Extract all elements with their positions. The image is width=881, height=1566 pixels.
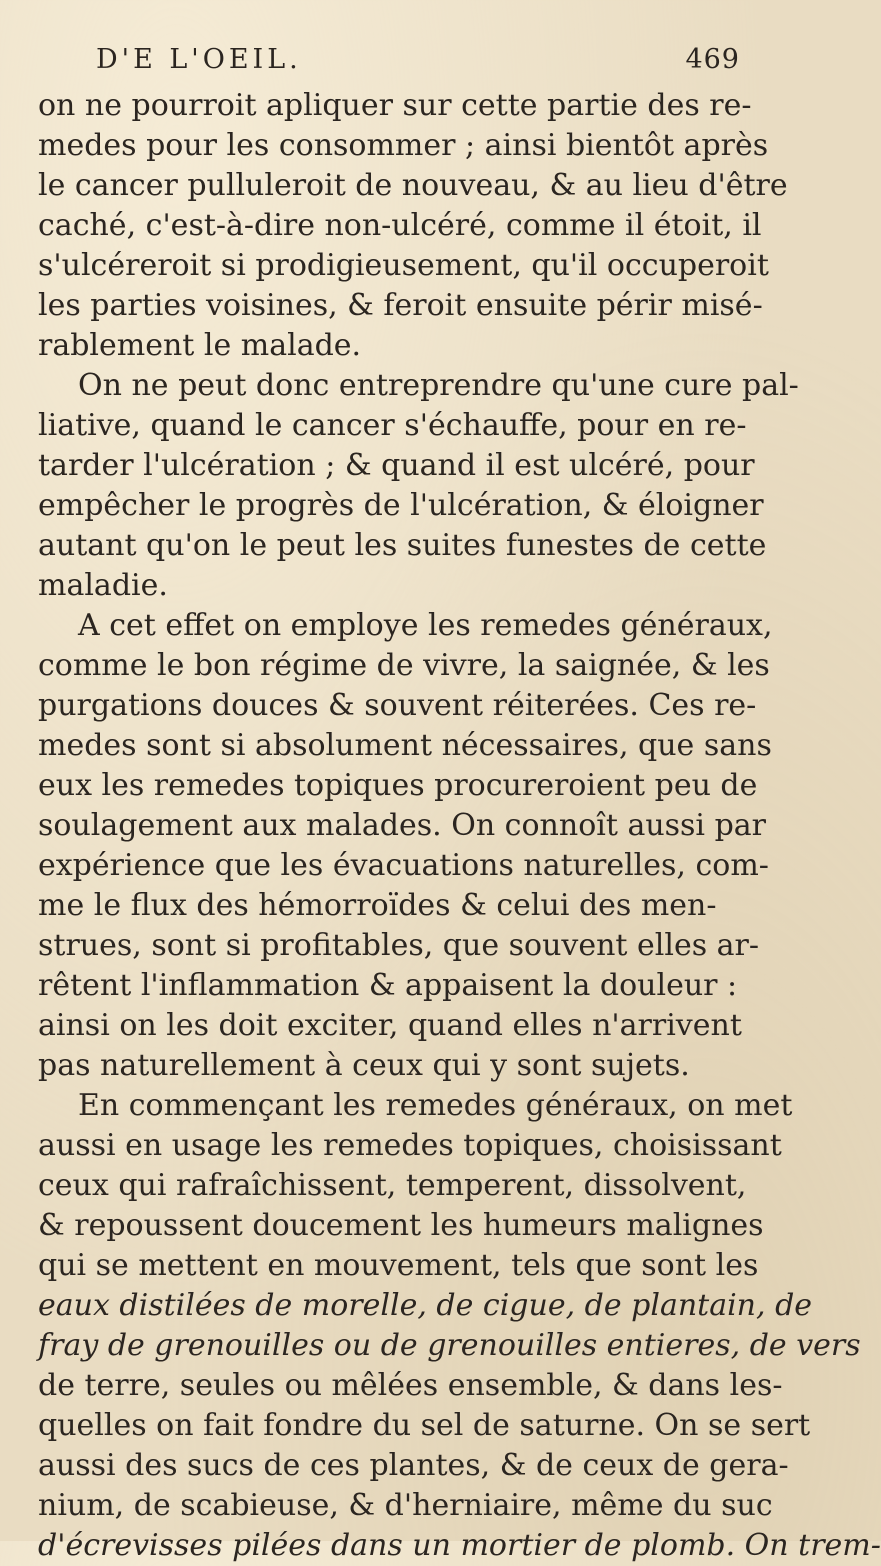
text-line: soulagement aux malades. On connoît aussi par	[38, 808, 766, 843]
text-line: qui se mettent en mouvement, tels que sont les	[38, 1248, 759, 1283]
text-line: purgations douces & souvent réiterées. Ces re-	[38, 688, 757, 723]
running-title: D'E L'OEIL.	[96, 44, 302, 75]
text-line: & repoussent doucement les humeurs malignes	[38, 1208, 764, 1243]
text-line: autant qu'on le peut les suites funestes de cette	[38, 528, 767, 563]
text-line: liative, quand le cancer s'échauffe, pour en re-	[38, 408, 747, 443]
text-line: comme le bon régime de vivre, la saignée, & les	[38, 648, 770, 683]
text-line: on ne pourroit apliquer sur cette partie des re-	[38, 88, 752, 123]
text-line: pas naturellement à ceux qui y sont sujets.	[38, 1048, 690, 1083]
text-line: le cancer pulluleroit de nouveau, & au lieu d'être	[38, 168, 788, 203]
text-line: eux les remedes topiques procureroient peu de	[38, 768, 758, 803]
page-number: 469	[685, 44, 740, 75]
text-line: s'ulcéreroit si prodigieusement, qu'il occuperoit	[38, 248, 769, 283]
text-line: de terre, seules ou mêlées ensemble, & dans les-	[38, 1368, 783, 1403]
text-line: maladie.	[38, 568, 168, 603]
text-line: d'écrevisses pilées dans un mortier de plomb. On trem-	[38, 1528, 881, 1563]
text-line: fray de grenouilles ou de grenouilles entieres, de vers	[38, 1328, 861, 1363]
text-line: strues, sont si profitables, que souvent elles ar-	[38, 928, 760, 963]
text-line: medes pour les consommer ; ainsi bientôt après	[38, 128, 769, 163]
body-text	[38, 86, 881, 1566]
text-line: A cet effet on employe les remedes généraux,	[78, 608, 773, 643]
text-line: caché, c'est-à-dire non-ulcéré, comme il étoit, il	[38, 208, 762, 243]
text-line: En commençant les remedes généraux, on met	[78, 1088, 793, 1123]
text-line: nium, de scabieuse, & d'herniaire, même du suc	[38, 1488, 773, 1523]
running-head	[96, 44, 740, 84]
text-line: ainsi on les doit exciter, quand elles n'arrivent	[38, 1008, 742, 1043]
text-line: tarder l'ulcération ; & quand il est ulcéré, pour	[38, 448, 755, 483]
text-line: aussi en usage les remedes topiques, choisissant	[38, 1128, 782, 1163]
text-line: les parties voisines, & feroit ensuite périr misé-	[38, 288, 763, 323]
text-line: expérience que les évacuations naturelles, com-	[38, 848, 769, 883]
text-line: rêtent l'inflammation & appaisent la douleur :	[38, 968, 738, 1003]
text-line: quelles on fait fondre du sel de saturne. On se sert	[38, 1408, 811, 1443]
text-line: me le flux des hémorroïdes & celui des men-	[38, 888, 717, 923]
text-line: On ne peut donc entreprendre qu'une cure pal-	[78, 368, 799, 403]
text-line: rablement le malade.	[38, 328, 362, 363]
text-line: empêcher le progrès de l'ulcération, & éloigner	[38, 488, 764, 523]
text-line: eaux distilées de morelle, de cigue, de plantain, de	[38, 1288, 813, 1323]
text-line: aussi des sucs de ces plantes, & de ceux de gera-	[38, 1448, 789, 1483]
text-line: ceux qui rafraîchissent, temperent, dissolvent,	[38, 1168, 747, 1203]
text-line: medes sont si absolument nécessaires, que sans	[38, 728, 772, 763]
